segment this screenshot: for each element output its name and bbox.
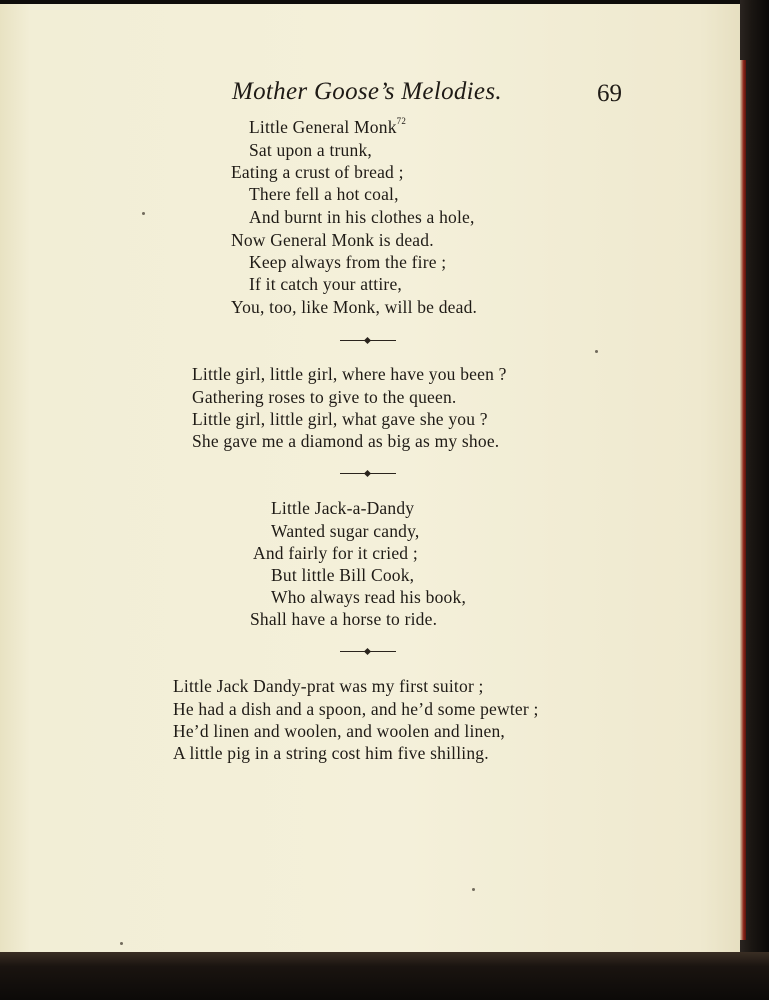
- section-divider: [340, 469, 396, 479]
- poem-line: He had a dish and a spoon, and he’d some pewter ;: [173, 699, 539, 719]
- poem-line: Gathering roses to give to the queen.: [192, 387, 457, 407]
- poem-line: He’d linen and woolen, and woolen and linen,: [173, 721, 505, 741]
- poem-line: Now General Monk is dead.: [231, 230, 434, 250]
- footnote-marker: 72: [396, 116, 407, 126]
- poem-line: Keep always from the fire ;: [249, 252, 447, 272]
- book-edge-right: [740, 0, 769, 1000]
- poem-line: Little Jack-a-Dandy: [271, 498, 415, 518]
- poem-line: Little General Monk$^{72}$: [249, 116, 407, 137]
- poem-line: Eating a crust of bread ;: [231, 162, 404, 182]
- poem-line: A little pig in a string cost him five shilling.: [173, 743, 489, 763]
- paper-speck: [595, 350, 598, 353]
- book-edge-bottom: [0, 952, 769, 1000]
- poem-line: Sat upon a trunk,: [249, 140, 372, 160]
- page-header: [0, 78, 740, 112]
- poem-line: If it catch your attire,: [249, 274, 402, 294]
- paper-speck: [142, 212, 145, 215]
- poem-line: There fell a hot coal,: [249, 184, 399, 204]
- poem-line: Little Jack Dandy-prat was my first suitor ;: [173, 676, 484, 696]
- paper-speck: [120, 942, 123, 945]
- paper-speck: [472, 888, 475, 891]
- poem-line: Little girl, little girl, where have you been ?: [192, 364, 507, 384]
- poem-line: You, too, like Monk, will be dead.: [231, 297, 478, 317]
- poem-line: Little girl, little girl, what gave she you ?: [192, 409, 488, 429]
- poem-line: She gave me a diamond as big as my shoe.: [192, 431, 500, 451]
- poem-line: Shall have a horse to ride.: [250, 609, 438, 629]
- page-number: 69: [597, 80, 622, 107]
- poem-line: But little Bill Cook,: [271, 565, 415, 585]
- poem-line: Wanted sugar candy,: [271, 521, 420, 541]
- poem-line: Who always read his book,: [271, 587, 467, 607]
- poem-line: And burnt in his clothes a hole,: [249, 207, 475, 227]
- running-title: Mother Goose’s Melodies.: [232, 78, 502, 105]
- book-page: [0, 4, 742, 952]
- section-divider: [340, 647, 396, 657]
- section-divider: [340, 336, 396, 346]
- poem-line: And fairly for it cried ;: [253, 543, 418, 563]
